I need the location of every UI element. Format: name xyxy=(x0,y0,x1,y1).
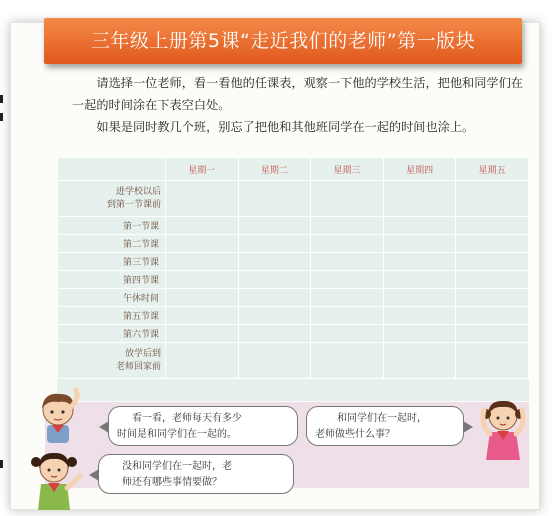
schedule-cell[interactable] xyxy=(456,307,529,325)
instruction-paragraph-1: 请选择一位老师，看一看他的任课表，观察一下他的学校生活，把他和同学们在一起的时间涂在下表空白处。 xyxy=(72,76,523,112)
schedule-cell[interactable] xyxy=(383,271,456,289)
schedule-cell[interactable] xyxy=(238,325,311,343)
bubble-tail xyxy=(99,421,109,433)
speech-bubble-other-tasks xyxy=(98,454,294,494)
schedule-cell[interactable] xyxy=(238,217,311,235)
schedule-cell[interactable] xyxy=(311,253,384,271)
schedule-cell[interactable] xyxy=(311,271,384,289)
instruction-paragraph-2: 如果是同时教几个班，别忘了把他和其他班同学在一起的时间也涂上。 xyxy=(96,120,475,134)
schedule-cell[interactable] xyxy=(166,343,239,379)
schedule-cell[interactable] xyxy=(456,325,529,343)
period-label-6: 第六节课 xyxy=(58,325,166,343)
bubble-text-line: 看一看，老师每天有多少 xyxy=(132,413,242,424)
schedule-cell[interactable] xyxy=(383,235,456,253)
schedule-cell[interactable] xyxy=(456,217,529,235)
schedule-cell[interactable] xyxy=(311,289,384,307)
bubble-text-line: 师还有哪些事情要做？ xyxy=(122,477,222,488)
period-label-3: 第三节课 xyxy=(58,253,166,271)
speech-bubble-teacher-time xyxy=(108,406,298,446)
schedule-cell[interactable] xyxy=(383,181,456,217)
schedule-cell[interactable] xyxy=(456,343,529,379)
schedule-cell[interactable] xyxy=(456,289,529,307)
bubble-text-line: 老师做些什么事？ xyxy=(315,429,395,440)
schedule-cell[interactable] xyxy=(383,289,456,307)
schedule-cell[interactable] xyxy=(166,289,239,307)
schedule-cell[interactable] xyxy=(383,253,456,271)
period-label-1: 第一节课 xyxy=(58,217,166,235)
bubble-text-line: 时间是和同学们在一起的。 xyxy=(117,429,237,440)
bubble-text-line: 和同学们在一起时， xyxy=(337,413,427,424)
day-header-tue: 星期二 xyxy=(238,158,311,181)
schedule-cell[interactable] xyxy=(383,343,456,379)
schedule-cell[interactable] xyxy=(238,343,311,379)
schedule-cell[interactable] xyxy=(166,271,239,289)
schedule-cell[interactable] xyxy=(456,181,529,217)
bubble-tail xyxy=(463,421,473,433)
edge-mark xyxy=(0,95,3,103)
day-header-fri: 星期五 xyxy=(456,158,529,181)
schedule-cell[interactable] xyxy=(311,325,384,343)
schedule-cell[interactable] xyxy=(238,271,311,289)
period-label-before-class: 进学校以后 到第一节课前 xyxy=(58,181,166,217)
speech-bubble-with-students xyxy=(306,406,464,446)
schedule-cell[interactable] xyxy=(456,235,529,253)
schedule-cell[interactable] xyxy=(166,307,239,325)
period-label-5: 第五节课 xyxy=(58,307,166,325)
schedule-cell[interactable] xyxy=(311,217,384,235)
period-label-after-school: 放学后到 老师回家前 xyxy=(58,343,166,379)
schedule-cell[interactable] xyxy=(456,253,529,271)
schedule-cell[interactable] xyxy=(383,217,456,235)
schedule-cell[interactable] xyxy=(238,235,311,253)
schedule-cell[interactable] xyxy=(456,271,529,289)
schedule-cell[interactable] xyxy=(166,217,239,235)
period-label-noon: 午休时间 xyxy=(58,289,166,307)
girl-thinking-illustration xyxy=(474,394,532,464)
corner-cell xyxy=(58,158,166,181)
girl-pointing-illustration xyxy=(26,446,82,512)
day-header-wed: 星期三 xyxy=(311,158,384,181)
schedule-cell[interactable] xyxy=(383,307,456,325)
schedule-cell[interactable] xyxy=(166,253,239,271)
period-label-4: 第四节课 xyxy=(58,271,166,289)
bubble-text-line: 没和同学们在一起时，老 xyxy=(122,461,232,472)
schedule-cell[interactable] xyxy=(166,325,239,343)
edge-mark xyxy=(0,460,3,468)
schedule-cell[interactable] xyxy=(311,343,384,379)
boy-thinking-illustration xyxy=(30,386,88,444)
page-title: 三年级上册第5课“走近我们的老师”第一版块 xyxy=(44,18,522,64)
period-label-2: 第二节课 xyxy=(58,235,166,253)
day-header-thu: 星期四 xyxy=(383,158,456,181)
schedule-cell[interactable] xyxy=(166,235,239,253)
schedule-cell[interactable] xyxy=(238,307,311,325)
schedule-cell[interactable] xyxy=(383,325,456,343)
schedule-cell[interactable] xyxy=(166,181,239,217)
schedule-cell[interactable] xyxy=(311,181,384,217)
schedule-cell[interactable] xyxy=(311,307,384,325)
schedule-cell[interactable] xyxy=(238,253,311,271)
schedule-cell[interactable] xyxy=(238,289,311,307)
schedule-table xyxy=(57,157,529,379)
schedule-cell[interactable] xyxy=(311,235,384,253)
schedule-cell[interactable] xyxy=(238,181,311,217)
day-header-mon: 星期一 xyxy=(166,158,239,181)
schedule-table-area xyxy=(57,157,529,401)
bubble-tail xyxy=(89,469,99,481)
edge-mark xyxy=(0,113,3,121)
